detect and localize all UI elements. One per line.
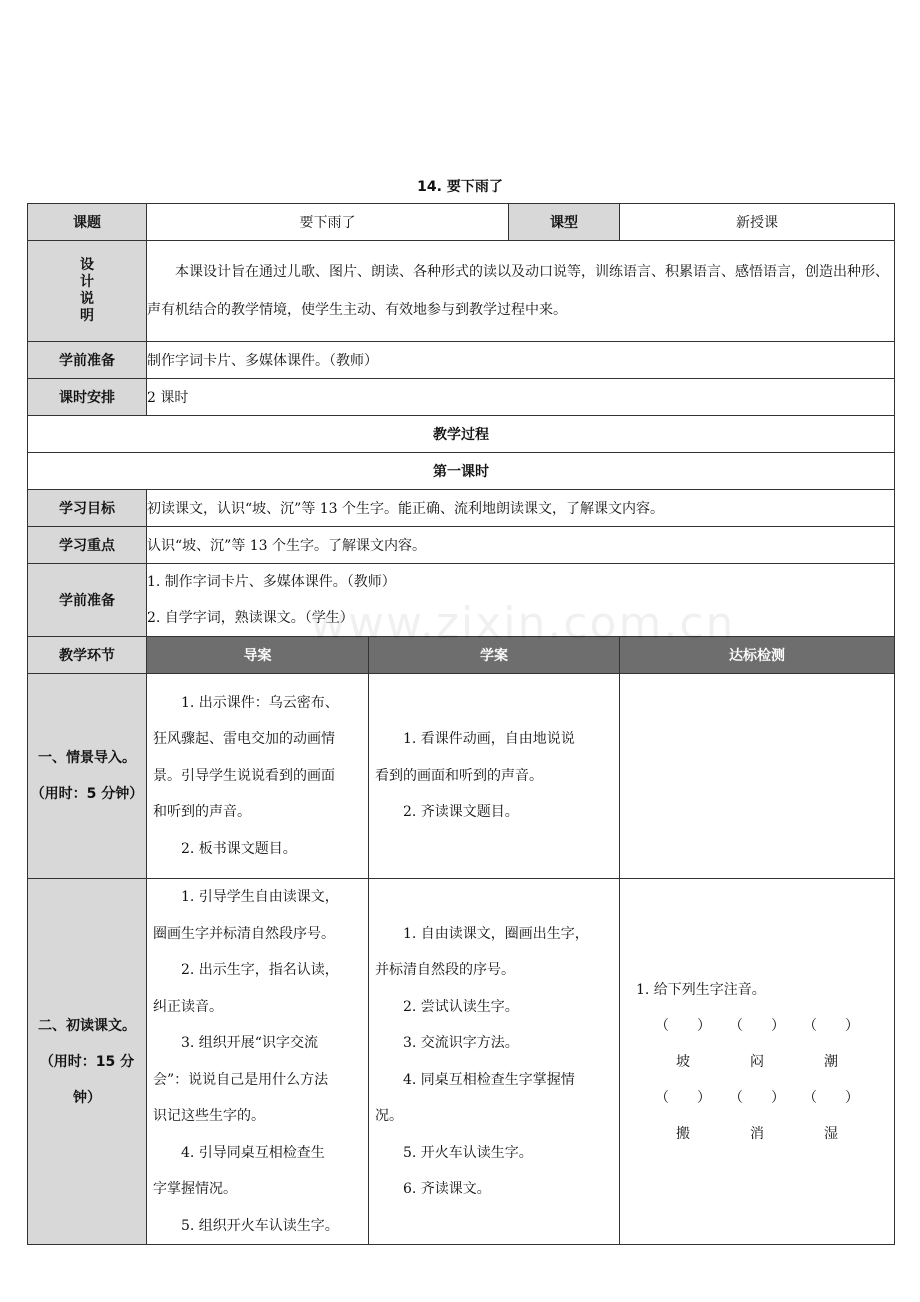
stage2-guide-line: 4. 引导同桌互相检查生	[181, 1144, 325, 1161]
lesson-plan-table	[27, 203, 895, 1245]
column-header-row	[28, 637, 895, 674]
stage2-study-line: 况。	[375, 1108, 403, 1124]
lesson1-title-row	[28, 453, 895, 490]
prep-row	[28, 342, 895, 379]
stage2-name	[28, 879, 147, 1245]
design-label	[28, 241, 147, 342]
stage2-study-line: 5. 开火车认读生字。	[403, 1144, 533, 1161]
pinyin-blank[interactable]: （ ）	[729, 1089, 785, 1106]
stage2-check	[620, 879, 895, 1245]
prep2-value	[147, 564, 895, 637]
stage1-guide-line: 狂风骤起、雷电交加的动画情	[153, 731, 335, 748]
prep-value: 制作字词卡片、多媒体课件。（教师）	[147, 342, 895, 379]
design-row	[28, 241, 895, 342]
stage2-row	[28, 879, 895, 1245]
check-column-header: 达标检测	[620, 637, 895, 674]
stage2-guide-line: 3. 组织开展“识字交流	[181, 1035, 318, 1051]
stage1-study	[369, 674, 620, 879]
check-question: 1. 给下列生字注音。	[636, 981, 766, 998]
design-label-char: 明	[80, 308, 94, 324]
stage2-study-line: 4. 同桌互相检查生字掌握情	[403, 1071, 575, 1088]
stage2-guide-line: 识记这些生字的。	[153, 1108, 265, 1124]
topic-value: 要下雨了	[147, 204, 509, 241]
stage1-study-line: 看到的画面和听到的声音。	[375, 767, 543, 784]
design-label-char: 说	[80, 291, 94, 307]
stage1-study-line: 2. 齐读课文题目。	[403, 804, 519, 821]
char-item: 搬	[676, 1125, 690, 1142]
goal-value: 初读课文，认识“坡、沉”等 13 个生字。能正确、流利地朗读课文，了解课文内容。	[147, 490, 895, 527]
prep2-line: 2. 自学字词，熟读课文。（学生）	[147, 610, 354, 626]
stage1-check	[620, 674, 895, 879]
stage2-guide-line: 字掌握情况。	[153, 1181, 237, 1197]
focus-row	[28, 527, 895, 564]
stage2-guide-line: 圈画生字并标清自然段序号。	[153, 925, 335, 942]
design-text	[147, 241, 895, 342]
focus-value: 认识“坡、沉”等 13 个生字。了解课文内容。	[147, 527, 895, 564]
char-item: 消	[750, 1125, 764, 1142]
study-column-header: 学案	[369, 637, 620, 674]
process-title-row	[28, 416, 895, 453]
char-row	[628, 1044, 886, 1080]
stage2-guide-line: 纠正读音。	[153, 998, 223, 1015]
pinyin-blank[interactable]: （ ）	[655, 1017, 711, 1034]
lesson-type-label: 课型	[509, 204, 620, 241]
watermark: www.zixin.com.cn	[310, 598, 736, 649]
stage2-study-line: 2. 尝试认读生字。	[403, 998, 519, 1015]
pinyin-blank[interactable]: （ ）	[803, 1089, 859, 1106]
pinyin-blank[interactable]: （ ）	[803, 1017, 859, 1034]
stage2-guide-line: 5. 组织开火车认读生字。	[181, 1217, 339, 1234]
lesson-type-value: 新授课	[620, 204, 895, 241]
focus-label: 学习重点	[28, 527, 147, 564]
stage2-guide-line: 2. 出示生字，指名认读，	[181, 962, 339, 978]
pinyin-blank-row	[628, 1080, 886, 1116]
lesson1-title: 第一课时	[28, 453, 895, 490]
stage2-guide-line: 会”：说说自己是用什么方法	[153, 1071, 329, 1088]
document-title: 14. 要下雨了	[417, 179, 503, 195]
prep2-label: 学前准备	[28, 564, 147, 637]
stage1-row	[28, 674, 895, 879]
stage2-study-line: 6. 齐读课文。	[403, 1181, 491, 1197]
stage2-study-line: 3. 交流识字方法。	[403, 1035, 519, 1051]
stage1-study-line: 1. 看课件动画，自由地说说	[403, 731, 575, 748]
guide-column-header: 导案	[147, 637, 369, 674]
stage1-name-line: 一、情景导入。	[38, 750, 136, 766]
char-item: 坡	[676, 1053, 690, 1070]
prep2-row	[28, 564, 895, 637]
design-label-char: 计	[80, 274, 94, 290]
prep-label: 学前准备	[28, 342, 147, 379]
schedule-label: 课时安排	[28, 379, 147, 416]
stage2-study-line: 并标清自然段的序号。	[375, 962, 515, 978]
design-paragraph: 本课设计旨在通过儿歌、图片、朗读、各种形式的读以及动口说等，训练语言、积累语言、感悟语言，创造出种形、声有机结合的教学情境，使学生主动、有效地参与到教学过程中来。	[147, 264, 889, 318]
stage2-name-line: （用时：15 分	[39, 1053, 135, 1070]
char-item: 潮	[824, 1053, 838, 1070]
header-row	[28, 204, 895, 241]
stage1-guide-line: 2. 板书课文题目。	[181, 840, 297, 857]
stage2-name-line: 钟）	[73, 1089, 101, 1106]
stage2-guide-line: 1. 引导学生自由读课文，	[181, 889, 339, 905]
char-row	[628, 1116, 886, 1152]
goal-row	[28, 490, 895, 527]
design-label-char: 设	[80, 257, 94, 273]
stage1-guide-line: 景。引导学生说说看到的画面	[153, 767, 335, 784]
goal-label: 学习目标	[28, 490, 147, 527]
char-item: 湿	[824, 1125, 838, 1142]
stage-column-header: 教学环节	[28, 637, 147, 674]
stage1-name	[28, 674, 147, 879]
process-title: 教学过程	[28, 416, 895, 453]
pinyin-blank[interactable]: （ ）	[729, 1017, 785, 1034]
prep2-line: 1. 制作字词卡片、多媒体课件。（教师）	[147, 574, 396, 590]
schedule-row	[28, 379, 895, 416]
char-item: 闷	[750, 1053, 764, 1070]
stage1-name-line: （用时：5 分钟）	[30, 786, 144, 802]
schedule-value: 2 课时	[147, 379, 895, 416]
stage2-name-line: 二、初读课文。	[38, 1017, 136, 1034]
stage2-study	[369, 879, 620, 1245]
stage1-guide-line: 1. 出示课件：乌云密布、	[181, 694, 339, 711]
stage1-guide-line: 和听到的声音。	[153, 804, 251, 821]
pinyin-blank-row	[628, 1008, 886, 1044]
pinyin-blank[interactable]: （ ）	[655, 1089, 711, 1106]
stage1-guide	[147, 674, 369, 879]
stage2-study-line: 1. 自由读课文，圈画出生字，	[403, 925, 589, 942]
stage2-guide	[147, 879, 369, 1245]
topic-label: 课题	[28, 204, 147, 241]
